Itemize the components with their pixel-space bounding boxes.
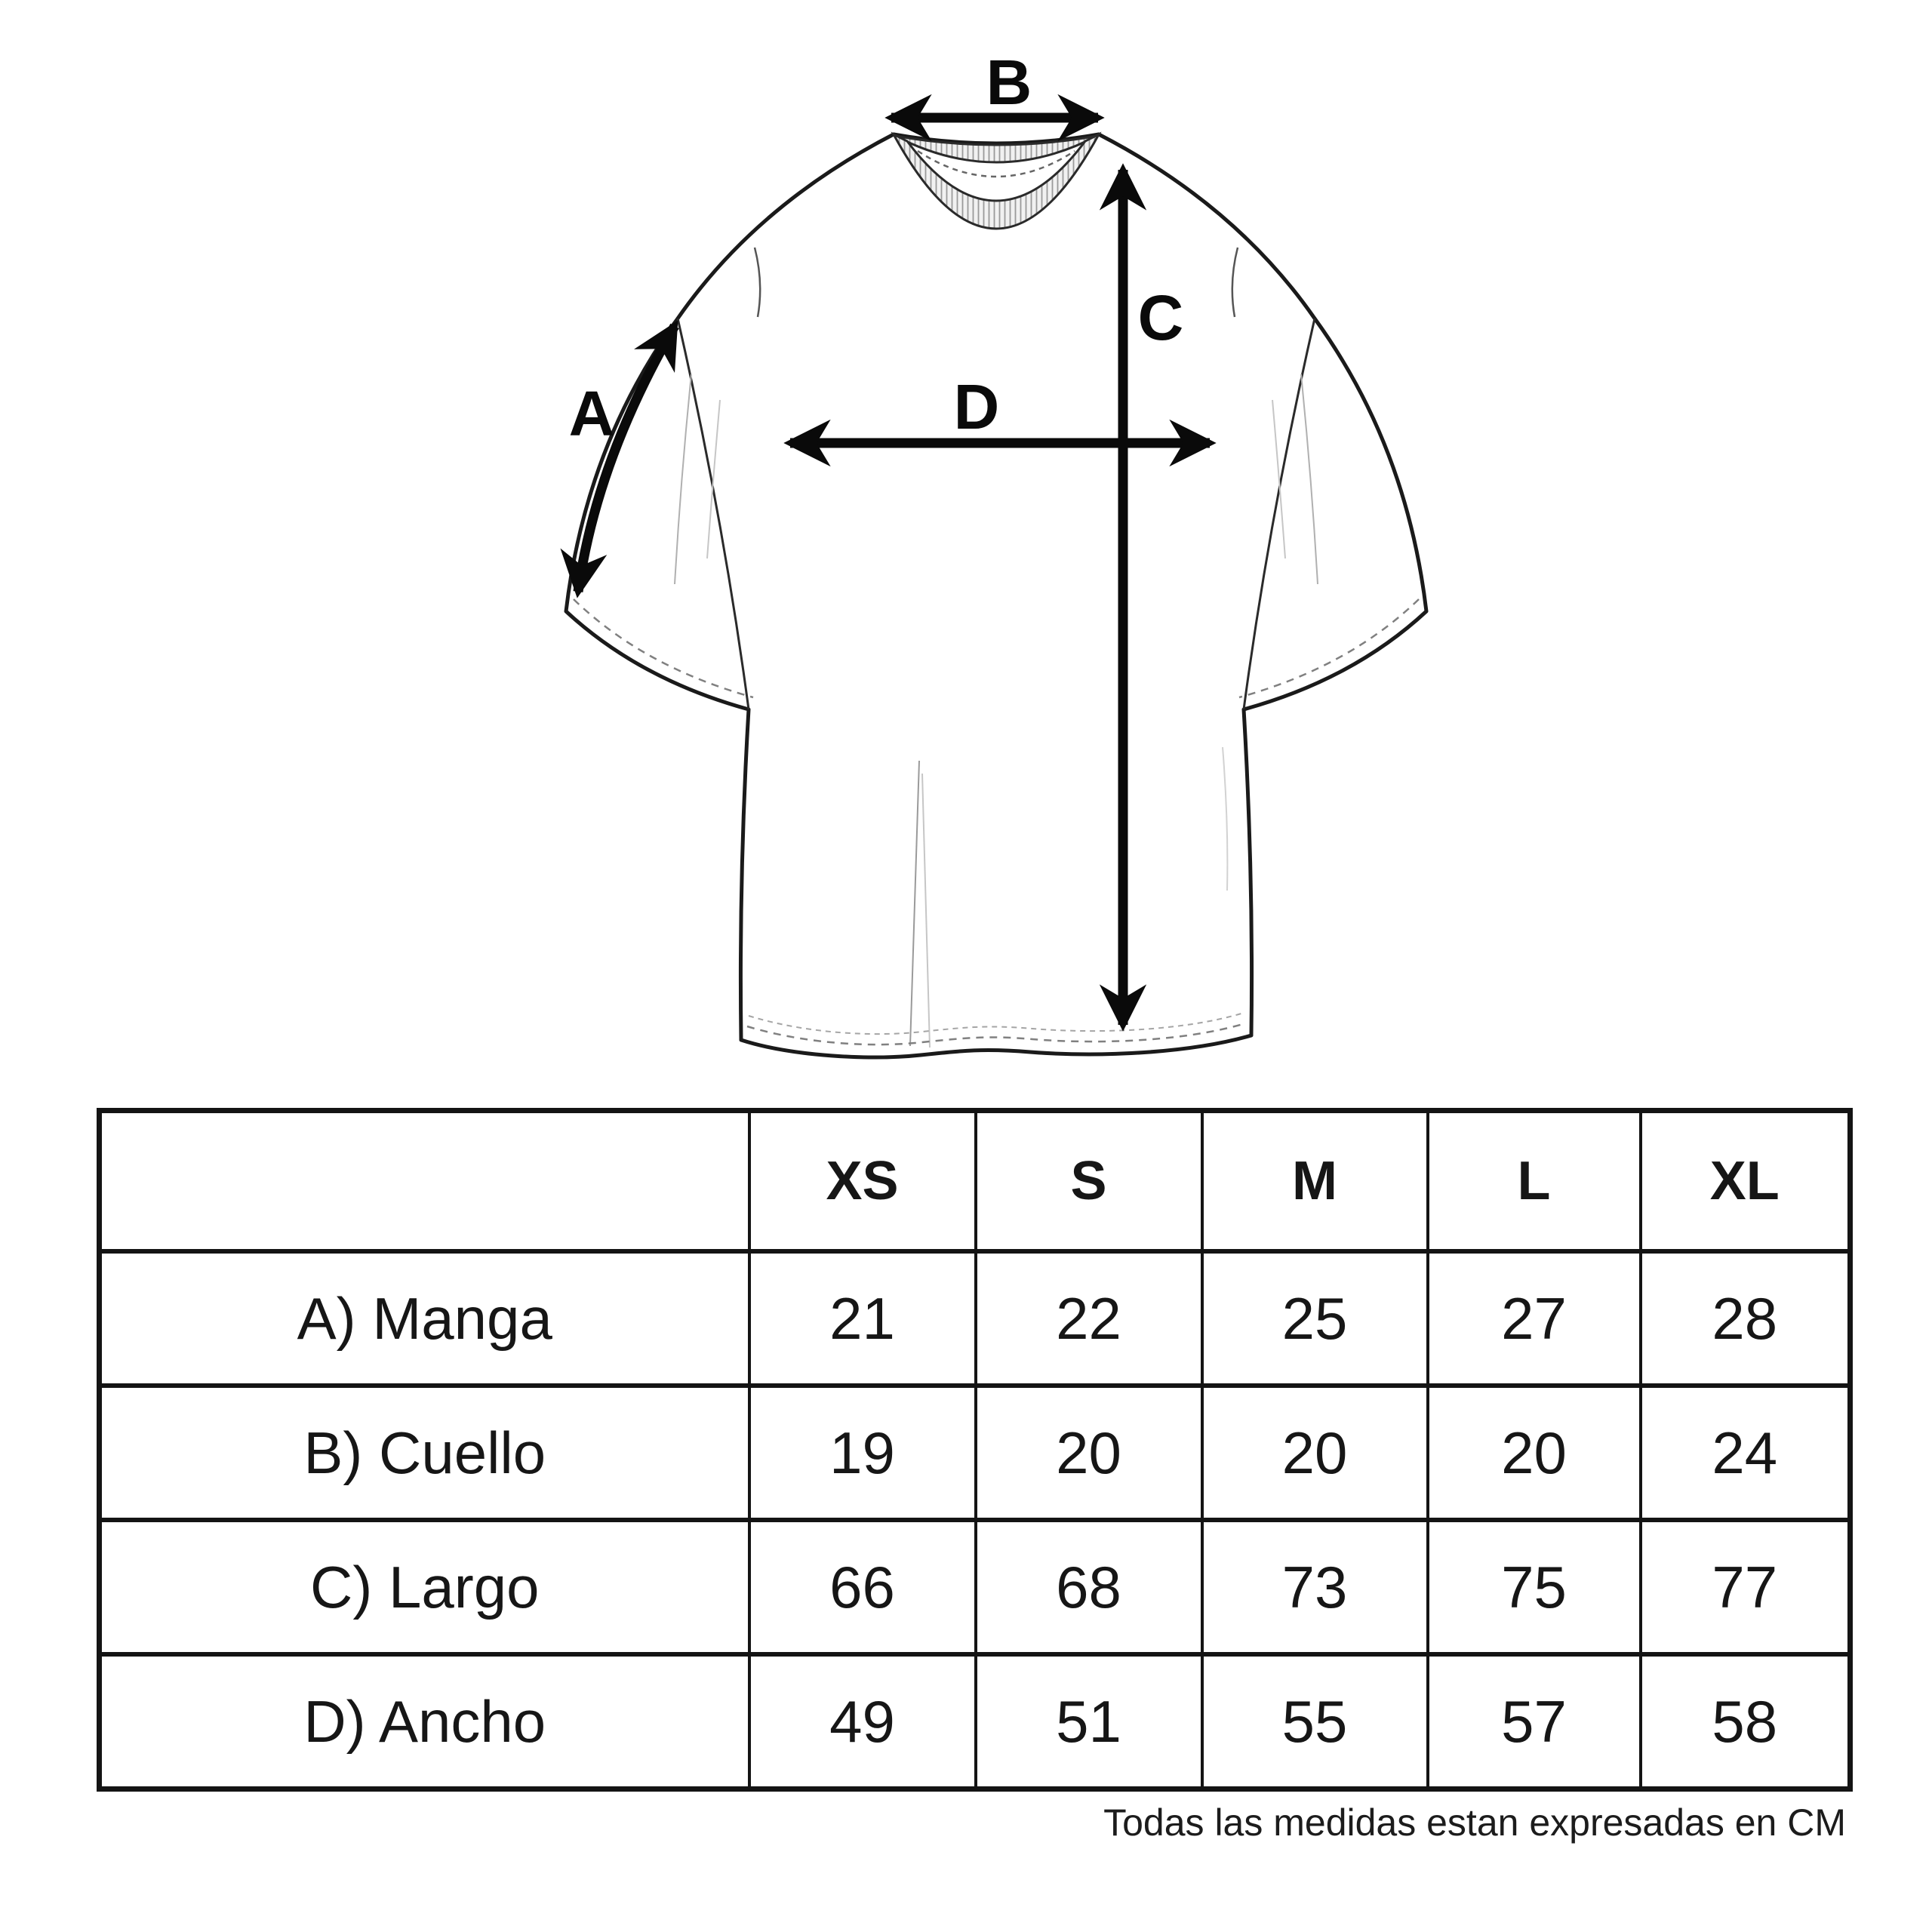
size-value: 22 xyxy=(976,1251,1202,1386)
table-row-ancho xyxy=(100,1654,1850,1789)
tshirt-drawing xyxy=(566,134,1426,1057)
measure-label-b: B xyxy=(986,47,1032,118)
size-value: 66 xyxy=(749,1520,976,1654)
tshirt-measurement-diagram xyxy=(453,45,1509,1102)
table-row-cuello xyxy=(100,1386,1850,1520)
row-label-manga: A) Manga xyxy=(100,1251,749,1386)
size-value: 21 xyxy=(749,1251,976,1386)
size-value: 20 xyxy=(1202,1386,1428,1520)
size-value: 49 xyxy=(749,1654,976,1789)
table-row-largo xyxy=(100,1520,1850,1654)
tshirt-outline xyxy=(566,134,1426,1057)
measure-label-c: C xyxy=(1137,282,1184,353)
size-value: 55 xyxy=(1202,1654,1428,1789)
size-col-header-s: S xyxy=(976,1111,1202,1252)
size-value: 19 xyxy=(749,1386,976,1520)
row-label-ancho: D) Ancho xyxy=(100,1654,749,1789)
size-table xyxy=(97,1108,1853,1792)
size-col-header-m: M xyxy=(1202,1111,1428,1252)
size-col-header-xs: XS xyxy=(749,1111,976,1252)
size-value: 27 xyxy=(1428,1251,1641,1386)
size-value: 58 xyxy=(1641,1654,1850,1789)
row-label-largo: C) Largo xyxy=(100,1520,749,1654)
size-value: 51 xyxy=(976,1654,1202,1789)
size-value: 25 xyxy=(1202,1251,1428,1386)
table-row-manga xyxy=(100,1251,1850,1386)
row-label-cuello: B) Cuello xyxy=(100,1386,749,1520)
size-value: 28 xyxy=(1641,1251,1850,1386)
size-value: 75 xyxy=(1428,1520,1641,1654)
corner-cell xyxy=(100,1111,749,1252)
size-col-header-l: L xyxy=(1428,1111,1641,1252)
size-value: 68 xyxy=(976,1520,1202,1654)
size-value: 20 xyxy=(976,1386,1202,1520)
size-value: 57 xyxy=(1428,1654,1641,1789)
size-value: 20 xyxy=(1428,1386,1641,1520)
units-footnote: Todas las medidas estan expresadas en CM xyxy=(1103,1801,1846,1844)
size-value: 77 xyxy=(1641,1520,1850,1654)
measure-label-d: D xyxy=(953,371,1000,442)
size-col-header-xl: XL xyxy=(1641,1111,1850,1252)
size-table-header-row xyxy=(100,1111,1850,1252)
size-value: 73 xyxy=(1202,1520,1428,1654)
size-value: 24 xyxy=(1641,1386,1850,1520)
measure-label-a: A xyxy=(568,378,615,449)
